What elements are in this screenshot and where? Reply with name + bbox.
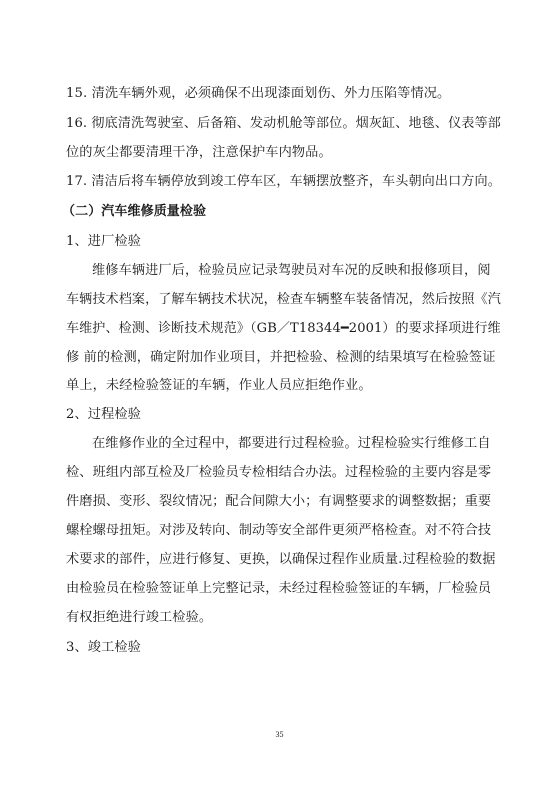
page-number: 35 [275, 730, 284, 739]
process-paragraph-line-4: 螺栓螺母扭矩。对涉及转向、制动等安全部件更须严格检查。对不符合技 [66, 523, 492, 538]
process-paragraph-line-3: 件磨损、变形、裂纹情况；配合间隙大小；有调整要求的调整数据；重要 [66, 494, 492, 509]
item-16-line-1 [66, 115, 501, 133]
entry-paragraph-line-1: 维修车辆进厂后，检验员应记录驾驶员对车况的反映和报修项目，阅 [92, 263, 491, 278]
process-paragraph-line-1: 在维修作业的全过程中，都要进行过程检验。过程检验实行维修工自 [92, 436, 491, 451]
section-heading-quality-inspection: （二）汽车维修质量检验 [62, 204, 207, 219]
item-16-line-2: 位的灰尘都要清理干净，注意保护车内物品。 [66, 145, 332, 160]
entry-paragraph-line-5: 单上，未经检验签证的车辆，作业人员应拒绝作业。 [66, 378, 372, 393]
entry-paragraph-line-4: 修 前的检测，确定附加作业项目，并把检验、检测的结果填写在检验签证 [66, 350, 496, 365]
entry-paragraph-line-3: 车维护、检测、诊断技术规范》（GB／T18344━2001）的要求择项进行维 [66, 321, 501, 336]
subheading-process-inspection: 2、过程检验 [66, 407, 141, 422]
item-17: 17. 清洁后将车辆停放到竣工停车区，车辆摆放整齐，车头朝向出口方向。 [66, 174, 501, 189]
item-15: 15. 清洗车辆外观，必须确保不出现漆面划伤、外力压陷等情况。 [66, 86, 451, 101]
process-paragraph-line-7: 有权拒绝进行竣工检验。 [66, 610, 213, 625]
subheading-entry-inspection: 1、进厂检验 [66, 234, 141, 249]
process-paragraph-line-2: 检、班组内部互检及厂检验员专检相结合办法。过程检验的主要内容是零 [66, 465, 492, 480]
subheading-completion-inspection: 3、竣工检验 [66, 640, 141, 655]
entry-paragraph-line-2: 车辆技术档案，了解车辆技术状况，检查车辆整车装备情况，然后按照《汽 [66, 292, 501, 307]
process-paragraph-line-5: 术要求的部件，应进行修复、更换，以确保过程作业质量.过程检验的数据 [66, 552, 496, 567]
item-16-line-1-text: 16. 彻底清洗驾驶室、后备箱、发动机舱等部位。烟灰缸、地毯、仪表等部 [66, 116, 501, 131]
process-paragraph-line-6: 由检验员在检验签证单上完整记录，未经过程检验签证的车辆，厂检验员 [66, 581, 492, 596]
